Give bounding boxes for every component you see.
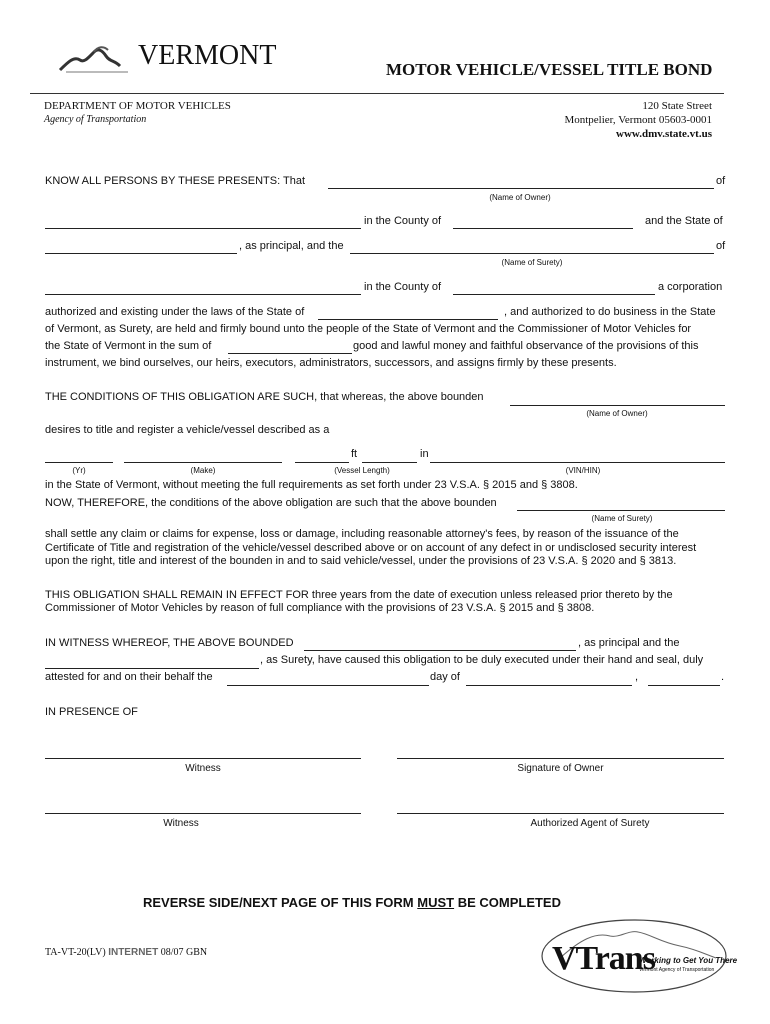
conditions-label: THE CONDITIONS OF THIS OBLIGATION ARE SUCH, that whereas, the above bounden: [45, 391, 484, 403]
witness-1-signature-line[interactable]: [45, 758, 361, 759]
know-all-label: KNOW ALL PERSONS BY THESE PRESENTS: That: [45, 175, 306, 187]
settle-line-1: shall settle any claim or claims for expense, loss or damage, including reasonable attorney's fees, by reason of the issuance of the: [45, 528, 679, 540]
witness-principal-field[interactable]: [304, 650, 576, 651]
agent-signature-line[interactable]: [397, 813, 724, 814]
reverse-text-2: BE COMPLETED: [454, 895, 561, 910]
agent-signature-caption: Authorized Agent of Surety: [530, 818, 650, 829]
month-field[interactable]: [466, 685, 632, 686]
state-sum-label: the State of Vermont in the sum of: [45, 340, 212, 352]
effect-line-1: THIS OBLIGATION SHALL REMAIN IN EFFECT FOR three years from the date of execution unless released prior thereto by the: [45, 589, 673, 601]
surety-name-field[interactable]: [350, 253, 714, 254]
desires-label: desires to title and register a vehicle/vessel described as a: [45, 424, 330, 436]
day-field[interactable]: [227, 685, 429, 686]
vtrans-logo: [540, 918, 738, 994]
surety-address-field[interactable]: [45, 294, 361, 295]
period-label: .: [721, 671, 725, 683]
owner-name-field[interactable]: [328, 188, 714, 189]
logo-text: VERMONT: [138, 40, 277, 71]
make-caption: (Make): [190, 466, 216, 475]
and-state-label: and the State of: [645, 215, 723, 227]
witness-as-principal-label: , as principal and the: [578, 637, 680, 649]
bond-sum-field[interactable]: [228, 353, 352, 354]
owner-signature-line[interactable]: [397, 758, 724, 759]
conditions-surety-caption: (Name of Surety): [591, 514, 653, 523]
authorized-existing-label: authorized and existing under the laws of the State of: [45, 306, 305, 318]
conditions-surety-field[interactable]: [517, 510, 725, 511]
year-field[interactable]: [45, 462, 113, 463]
vtrans-sub: Vermont Agency of Transportation: [639, 967, 715, 973]
vtrans-text: VTrans: [552, 940, 655, 977]
settle-line-2: Certificate of Title and registration of the vehicle/vessel described above or on account of any defect in or undisclosed security interest: [45, 542, 697, 554]
form-title: MOTOR VEHICLE/VESSEL TITLE BOND: [386, 60, 713, 79]
good-lawful-label: good and lawful money and faithful observance of the provisions of this: [353, 340, 699, 352]
owner-county-field[interactable]: [453, 228, 633, 229]
as-principal-label: , as principal, and the: [239, 240, 344, 252]
header-divider: [30, 93, 724, 94]
vessel-length-field[interactable]: [295, 462, 349, 463]
reverse-text-1: REVERSE SIDE/NEXT PAGE OF THIS FORM: [143, 895, 418, 910]
must-text: MUST: [417, 895, 455, 910]
surety-state-field[interactable]: [318, 319, 498, 320]
settle-line-3: upon the right, title and interest of the bounden in and to said vehicle/vessel, under the provisions of 23 V.S.A. § 2020 and § 3813.: [45, 555, 677, 567]
now-therefore-label: NOW, THEREFORE, the conditions of the above obligation are such that the above bounden: [45, 497, 497, 509]
witness-as-surety-label: , as Surety, have caused this obligation to be duly executed under their hand and seal, duly: [260, 654, 704, 666]
make-field[interactable]: [124, 462, 282, 463]
vermont-logo: [58, 40, 277, 80]
witness-2-signature-line[interactable]: [45, 813, 361, 814]
dept-name: DEPARTMENT OF MOTOR VEHICLES: [44, 100, 231, 112]
in-witness-label: IN WITNESS WHEREOF, THE ABOVE BOUNDED: [45, 637, 294, 649]
instrument-text: instrument, we bind ourselves, our heirs, executors, administrators, successors, and assigns firmly by these presents.: [45, 357, 617, 369]
vin-caption: (VIN/HIN): [565, 466, 601, 475]
owner-state-field[interactable]: [45, 253, 237, 254]
witness-1-caption: Witness: [185, 763, 221, 774]
owner-address-field[interactable]: [45, 228, 361, 229]
form-date: 08/07 GBN: [160, 947, 208, 958]
in-state-text: in the State of Vermont, without meeting the full requirements as set forth under 23 V.S.A. § 2015 and § 3808.: [45, 479, 578, 491]
witness-surety-field[interactable]: [45, 668, 259, 669]
of-label-2: of: [716, 240, 726, 252]
surety-county-field[interactable]: [453, 294, 655, 295]
in-county-label: in the County of: [364, 215, 442, 227]
agency-name: Agency of Transportation: [44, 114, 147, 125]
ft-label: ft: [351, 448, 358, 460]
conditions-owner-field[interactable]: [510, 405, 725, 406]
vin-field[interactable]: [430, 462, 725, 463]
form-code: TA-VT-20(LV): [45, 947, 106, 958]
vtrans-slogan: Working to Get You There: [639, 956, 738, 965]
reverse-side-notice: [143, 895, 561, 910]
yr-caption: (Yr): [72, 466, 86, 475]
website: www.dmv.state.vt.us: [616, 128, 712, 140]
owner-signature-caption: Signature of Owner: [517, 763, 604, 774]
a-corporation-label: a corporation: [658, 281, 723, 293]
witness-2-caption: Witness: [163, 818, 199, 829]
in-presence-label: IN PRESENCE OF: [45, 706, 138, 718]
in-label: in: [420, 448, 429, 460]
address-city: Montpelier, Vermont 05603-0001: [564, 114, 712, 126]
name-of-surety-caption: (Name of Surety): [501, 258, 563, 267]
authorized-business-label: , and authorized to do business in the State: [504, 306, 716, 318]
vermont-bound-text: of Vermont, as Surety, are held and firmly bound unto the people of the State of Vermont and the Commissioner of Motor Vehicles for: [45, 323, 692, 335]
address-street: 120 State Street: [642, 100, 712, 112]
in-county-label-2: in the County of: [364, 281, 442, 293]
form-code-line: [45, 947, 207, 958]
vessel-length-in-field[interactable]: [362, 462, 417, 463]
conditions-owner-caption: (Name of Owner): [586, 409, 648, 418]
comma-label: ,: [635, 671, 639, 683]
mountain-logo-icon: [58, 42, 138, 78]
year-sign-field[interactable]: [648, 685, 720, 686]
of-label: of: [716, 175, 726, 187]
vessel-length-caption: (Vessel Length): [334, 466, 390, 475]
internet-label: INTERNET: [108, 947, 159, 958]
attested-label: attested for and on their behalf the: [45, 671, 213, 683]
day-of-label: day of: [430, 671, 460, 683]
name-of-owner-caption: (Name of Owner): [489, 193, 551, 202]
effect-line-2: Commissioner of Motor Vehicles by reason of full compliance with the provisions of 23 V.S.A. § 2015 and § 3808.: [45, 602, 595, 614]
